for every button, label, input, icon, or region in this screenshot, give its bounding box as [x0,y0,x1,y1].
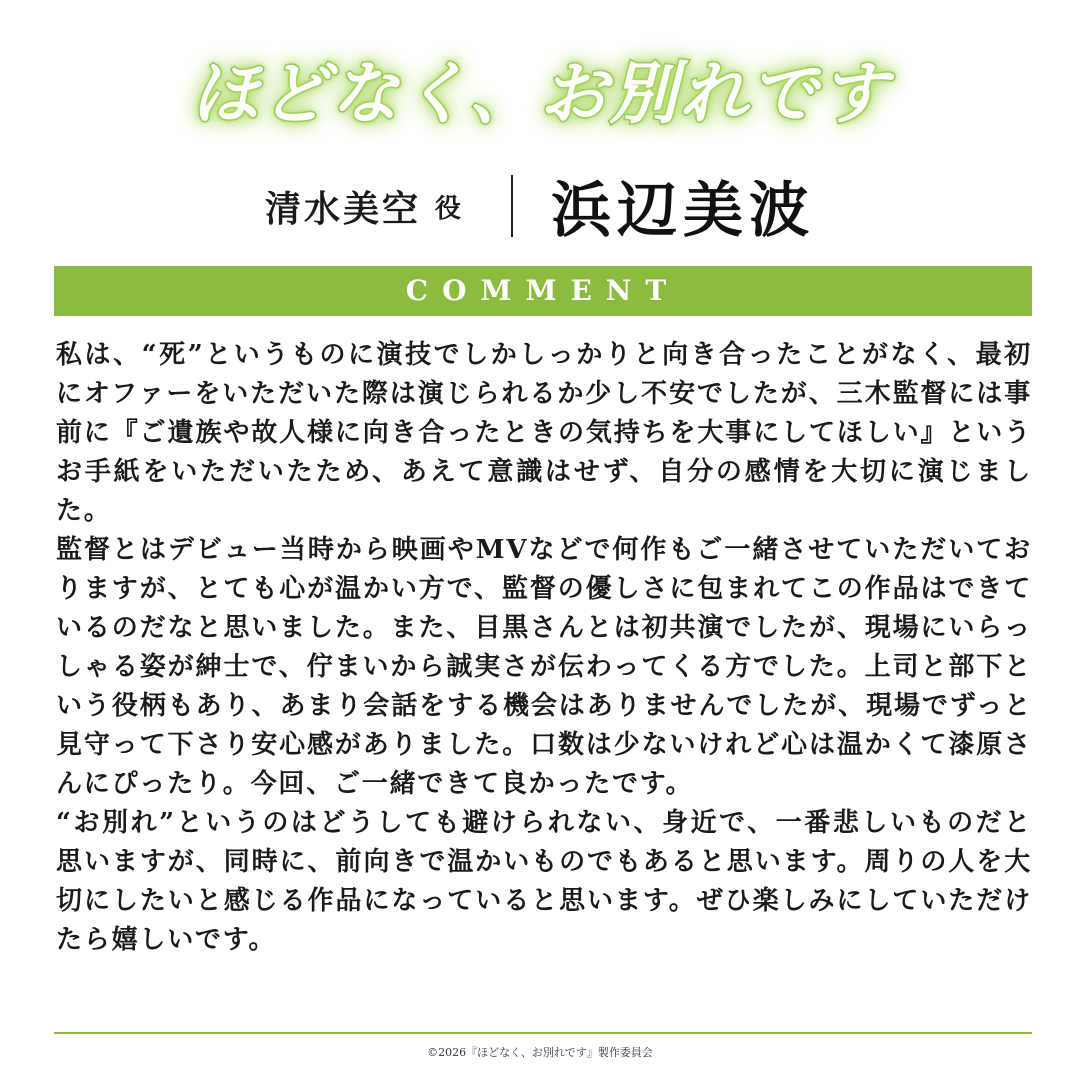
cast-credit [0,168,1080,244]
comment-paragraph-2: 監督とはデビュー当時から映画やMVなどで何作もご一緒させていただいておりますが、とても心が温かい方で、監督の優しさに包まれてこの作品はできているのだなと思いました。また、目黒さんとは初共演でしたが、現場にいらっしゃる姿が紳士で、佇まいから誠実さが伝わってくる方でした。上司と部下という役柄もあり、あまり会話をする機会はありませんでしたが、現場でずっと見守って下さり安心感がありました。口数は少ないけれど心は温かくて漆原さんにぴったり。今回、ご一緒できて良かったです。 [56,535,1032,799]
credit-divider [511,175,513,237]
role-name: 清水美空 [264,187,421,230]
footer-divider [54,1032,1032,1034]
copyright-notice: ©2026『ほどなく、お別れです』製作委員会 [427,1046,653,1059]
comment-section-header: COMMENT [54,266,1032,316]
film-title: ほどなく、お別れです [190,54,890,134]
role-suffix: 役 [435,193,462,224]
actor-name: 浜辺美波 [551,176,816,246]
comment-paragraph-1: 私は、“死”というものに演技でしかしっかりと向き合ったことがなく、最初にオファーをいただいた際は演じられるか少し不安でしたが、三木監督には事前に『ご遺族や故人様に向き合ったときの気持ちを大事にしてほしい』というお手紙をいただいたため、あえて意識はせず、自分の感情を大切に演じました。 [56,340,1032,526]
comment-body [56,336,1032,960]
comment-paragraph-3: “お別れ”というのはどうしても避けられない、身近で、一番悲しいものだと思いますが、同時に、前向きで温かいものでもあると思います。周りの人を大切にしたいと感じる作品になっていると思います。ぜひ楽しみにしていただけたら嬉しいです。 [56,808,1032,955]
